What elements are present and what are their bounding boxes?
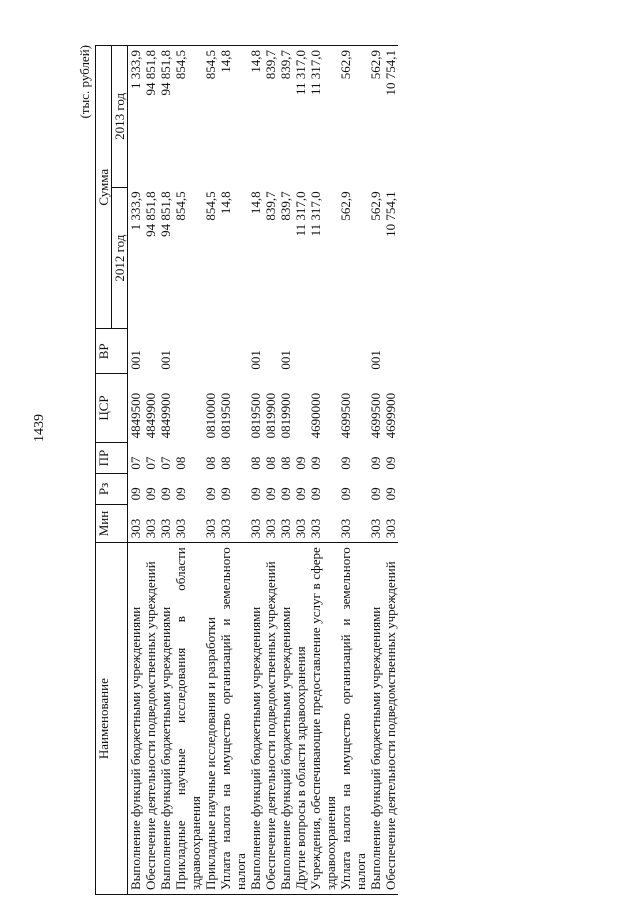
row-min: 303 xyxy=(383,518,398,539)
row-csr: 4690000 xyxy=(308,392,323,439)
row-name: Обеспечение деятельности подведомственных учреждений xyxy=(143,543,158,895)
row-name: Учреждения, обеспечивающие предоставление услуг в сфере здравоохранения xyxy=(308,543,338,895)
header-rz: Рз xyxy=(96,474,128,505)
table-row xyxy=(218,46,248,895)
header-min: Мин xyxy=(96,504,128,542)
row-amount-2013: 854,5 xyxy=(173,46,203,188)
row-pr: 07 xyxy=(128,456,143,470)
row-vr: 001 xyxy=(158,350,173,370)
row-csr: 0819900 xyxy=(263,392,278,439)
row-csr: 0819500 xyxy=(218,392,233,439)
row-min: 303 xyxy=(263,518,278,539)
row-min: 303 xyxy=(368,518,383,539)
row-csr: 4849500 xyxy=(128,392,143,439)
page-number: 1439 xyxy=(32,414,47,442)
row-amount-2012: 10 754,1 xyxy=(383,191,398,237)
row-vr xyxy=(338,329,368,374)
row-rz: 09 xyxy=(263,487,278,501)
row-pr: 08 xyxy=(173,456,188,470)
row-min: 303 xyxy=(158,518,173,539)
row-csr: 4849900 xyxy=(158,392,173,439)
header-csr: ЦСР xyxy=(96,374,128,443)
row-rz: 09 xyxy=(278,487,293,501)
row-amount-2013: 94 851,8 xyxy=(143,46,158,188)
row-vr xyxy=(218,329,248,374)
row-amount-2013: 11 317,0 xyxy=(308,46,338,188)
row-min: 303 xyxy=(173,518,188,539)
row-amount-2013: 11 317,0 xyxy=(293,46,308,188)
row-amount-2012: 1 333,9 xyxy=(128,191,143,231)
row-name: Уплата налога на имущество организаций и земельного налога xyxy=(218,543,248,895)
row-rz: 09 xyxy=(158,487,173,501)
header-year-2012: 2012 год xyxy=(112,187,128,329)
row-rz: 09 xyxy=(293,487,308,501)
table-row xyxy=(143,46,158,895)
row-name: Выполнение функций бюджетными учреждениями xyxy=(278,543,293,895)
row-vr: 001 xyxy=(368,350,383,370)
table-row xyxy=(338,46,368,895)
row-pr: 07 xyxy=(143,456,158,470)
row-name: Выполнение функций бюджетными учреждениями xyxy=(158,543,173,895)
row-name: Обеспечение деятельности подведомственных учреждений xyxy=(263,543,278,895)
row-amount-2013: 562,9 xyxy=(368,46,383,188)
row-name: Выполнение функций бюджетными учреждениями xyxy=(248,543,263,895)
row-min: 303 xyxy=(308,518,323,539)
row-rz: 09 xyxy=(368,487,383,501)
row-amount-2012: 854,5 xyxy=(173,191,188,221)
row-rz: 09 xyxy=(218,487,233,501)
row-amount-2012: 94 851,8 xyxy=(158,191,173,237)
row-amount-2012: 11 317,0 xyxy=(308,191,323,237)
row-min: 303 xyxy=(128,518,143,539)
row-rz: 09 xyxy=(383,487,398,501)
row-amount-2012: 562,9 xyxy=(368,191,383,221)
row-amount-2012: 14,8 xyxy=(248,191,263,215)
row-amount-2013: 854,5 xyxy=(203,46,218,188)
row-amount-2013: 839,7 xyxy=(263,46,278,188)
row-pr: 09 xyxy=(308,456,323,470)
row-vr xyxy=(383,329,398,374)
row-amount-2012: 562,9 xyxy=(338,191,353,221)
table-row xyxy=(263,46,278,895)
row-rz: 09 xyxy=(173,487,188,501)
row-amount-2012: 839,7 xyxy=(263,191,278,221)
row-rz: 09 xyxy=(338,487,353,501)
row-min: 303 xyxy=(338,518,353,539)
row-vr xyxy=(308,329,338,374)
unit-note: (тыс. рублей) xyxy=(77,45,92,119)
table-row xyxy=(128,46,144,895)
row-name: Другие вопросы в области здравоохранения xyxy=(293,543,308,895)
header-sum: Сумма xyxy=(96,46,112,329)
table-row xyxy=(383,46,398,895)
header-pr: ПР xyxy=(96,442,128,473)
row-amount-2013: 1 333,9 xyxy=(128,46,144,188)
row-csr: 0819500 xyxy=(248,392,263,439)
row-vr xyxy=(173,329,203,374)
row-vr: 001 xyxy=(278,350,293,370)
row-vr: 001 xyxy=(128,350,143,370)
row-rz: 09 xyxy=(203,487,218,501)
row-min: 303 xyxy=(143,518,158,539)
row-amount-2012: 94 851,8 xyxy=(143,191,158,237)
budget-table xyxy=(95,45,398,895)
table-row xyxy=(308,46,338,895)
row-rz: 09 xyxy=(143,487,158,501)
row-amount-2013: 839,7 xyxy=(278,46,293,188)
row-vr xyxy=(293,329,308,374)
row-pr: 08 xyxy=(248,456,263,470)
row-min: 303 xyxy=(203,518,218,539)
table-row xyxy=(248,46,263,895)
table-header xyxy=(96,46,128,895)
table-row xyxy=(158,46,173,895)
row-name: Выполнение функций бюджетными учреждениями xyxy=(368,543,383,895)
header-name: Наименование xyxy=(96,543,128,895)
row-pr: 08 xyxy=(218,456,233,470)
row-pr: 07 xyxy=(158,456,173,470)
row-amount-2012: 14,8 xyxy=(218,191,233,215)
table-row xyxy=(293,46,308,895)
row-pr: 08 xyxy=(278,456,293,470)
row-csr: 4849900 xyxy=(143,392,158,439)
row-rz: 09 xyxy=(128,487,143,501)
row-pr: 08 xyxy=(203,456,218,470)
row-name: Прикладные научные исследования и разработки xyxy=(203,543,218,895)
table-row xyxy=(173,46,203,895)
row-min: 303 xyxy=(218,518,233,539)
header-year-2013: 2013 год xyxy=(112,46,128,188)
row-amount-2012: 11 317,0 xyxy=(293,191,308,237)
row-vr xyxy=(143,329,158,374)
table-row xyxy=(368,46,383,895)
row-amount-2013: 94 851,8 xyxy=(158,46,173,188)
row-min: 303 xyxy=(248,518,263,539)
row-name: Прикладные научные исследования в области здравоохранения xyxy=(173,543,203,895)
row-csr xyxy=(173,374,203,443)
row-pr: 09 xyxy=(338,456,353,470)
row-amount-2013: 14,8 xyxy=(218,46,248,188)
row-amount-2013: 10 754,1 xyxy=(383,46,398,188)
row-min: 303 xyxy=(293,518,308,539)
row-amount-2013: 14,8 xyxy=(248,46,263,188)
rotated-page-content xyxy=(75,45,635,895)
row-csr: 4699500 xyxy=(368,392,383,439)
row-amount-2012: 839,7 xyxy=(278,191,293,221)
row-vr: 001 xyxy=(248,350,263,370)
row-name: Уплата налога на имущество организаций и земельного налога xyxy=(338,543,368,895)
row-name: Обеспечение деятельности подведомственных учреждений xyxy=(383,543,398,895)
header-vr: ВР xyxy=(96,329,128,374)
row-csr: 0810000 xyxy=(203,392,218,439)
row-vr xyxy=(263,329,278,374)
row-csr: 4699500 xyxy=(338,392,353,439)
row-min: 303 xyxy=(278,518,293,539)
row-rz: 09 xyxy=(308,487,323,501)
row-csr: 0819900 xyxy=(278,392,293,439)
table-row xyxy=(203,46,218,895)
row-pr: 09 xyxy=(293,456,308,470)
table-row xyxy=(278,46,293,895)
row-rz: 09 xyxy=(248,487,263,501)
table-body xyxy=(128,46,399,895)
row-pr: 08 xyxy=(263,456,278,470)
row-vr xyxy=(203,329,218,374)
row-pr: 09 xyxy=(368,456,383,470)
row-amount-2012: 854,5 xyxy=(203,191,218,221)
row-name: Выполнение функций бюджетными учреждениями xyxy=(128,543,144,895)
row-csr xyxy=(293,374,308,443)
row-amount-2013: 562,9 xyxy=(338,46,368,188)
row-csr: 4699900 xyxy=(383,392,398,439)
row-pr: 09 xyxy=(383,456,398,470)
